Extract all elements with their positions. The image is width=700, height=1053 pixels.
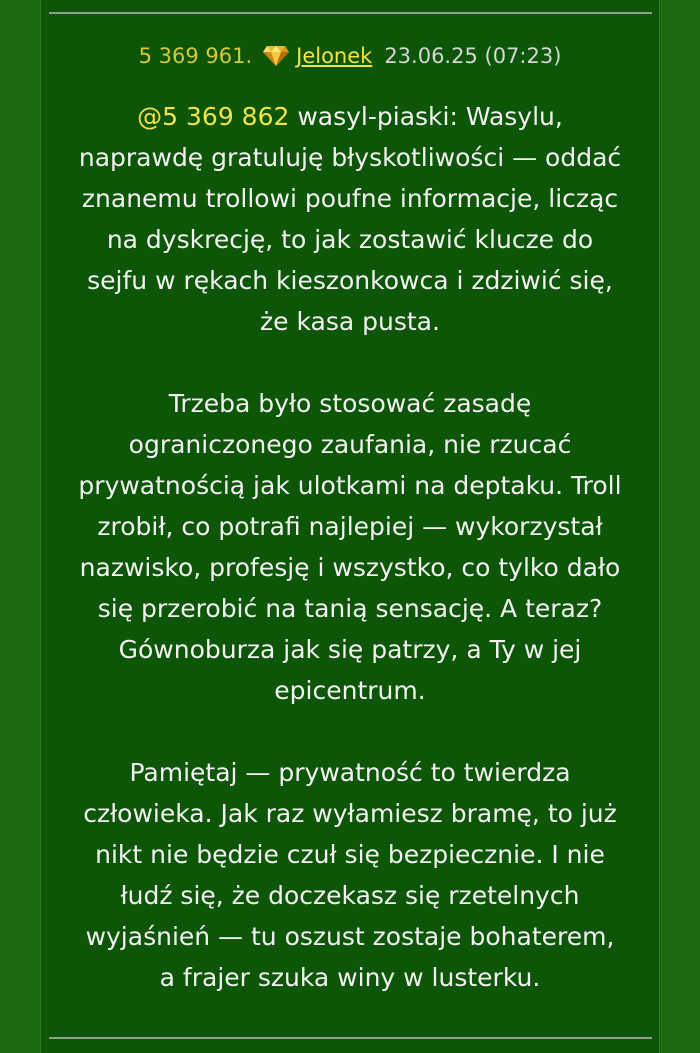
body-line: znanemu trollowi poufne informacje, licząc	[81, 184, 619, 213]
body-line: że kasa pusta.	[260, 307, 440, 336]
body-line: zrobił, co potrafi najlepiej — wykorzystał	[97, 512, 603, 541]
body-line: sejfu w rękach kieszonkowca i zdziwić się,	[87, 266, 613, 295]
comment-body	[48, 96, 652, 998]
body-line: Trzeba było stosować zasadę	[168, 389, 532, 418]
body-line: nazwisko, profesję i wszystko, co tylko dało	[79, 553, 621, 582]
body-line: Pamiętaj — prywatność to twierdza	[129, 758, 571, 787]
author-link[interactable]: Jelonek	[296, 44, 373, 68]
body-line: Gównoburza jak się patrzy, a Ty w jej	[118, 635, 582, 664]
divider-top	[49, 12, 652, 14]
body-line: człowieka. Jak raz wyłamiesz bramę, to już	[83, 799, 617, 828]
body-line: naprawdę gratuluję błyskotliwości — oddać	[78, 143, 622, 172]
body-line-1	[48, 96, 652, 137]
body-line: się przerobić na tanią sensację. A teraz?	[97, 594, 603, 623]
comment-timestamp: 23.06.25 (07:23)	[384, 44, 562, 68]
body-line: na dyskrecję, to jak zostawić klucze do	[106, 225, 594, 254]
comment-header	[0, 38, 700, 78]
divider-bottom	[49, 1037, 652, 1039]
body-line: ograniczonego zaufania, nie rzucać	[128, 430, 572, 459]
body-text: wasyl-piaski: Wasylu,	[289, 102, 563, 131]
body-line: prywatnością jak ulotkami na deptaku. Troll	[78, 471, 622, 500]
body-line: nikt nie będzie czuł się bezpiecznie. I nie	[95, 840, 605, 869]
gem-icon	[262, 42, 290, 78]
body-line: epicentrum.	[274, 676, 426, 705]
paragraph-gap	[48, 342, 652, 383]
body-line: a frajer szuka winy w lusterku.	[159, 963, 541, 992]
body-line: wyjaśnień — tu oszust zostaje bohaterem,	[85, 922, 615, 951]
body-line: łudź się, że doczekasz się rzetelnych	[120, 881, 580, 910]
mention-link[interactable]: @5 369 862	[137, 102, 290, 131]
paragraph-gap	[48, 711, 652, 752]
comment-number[interactable]: 5 369 961.	[138, 44, 253, 68]
